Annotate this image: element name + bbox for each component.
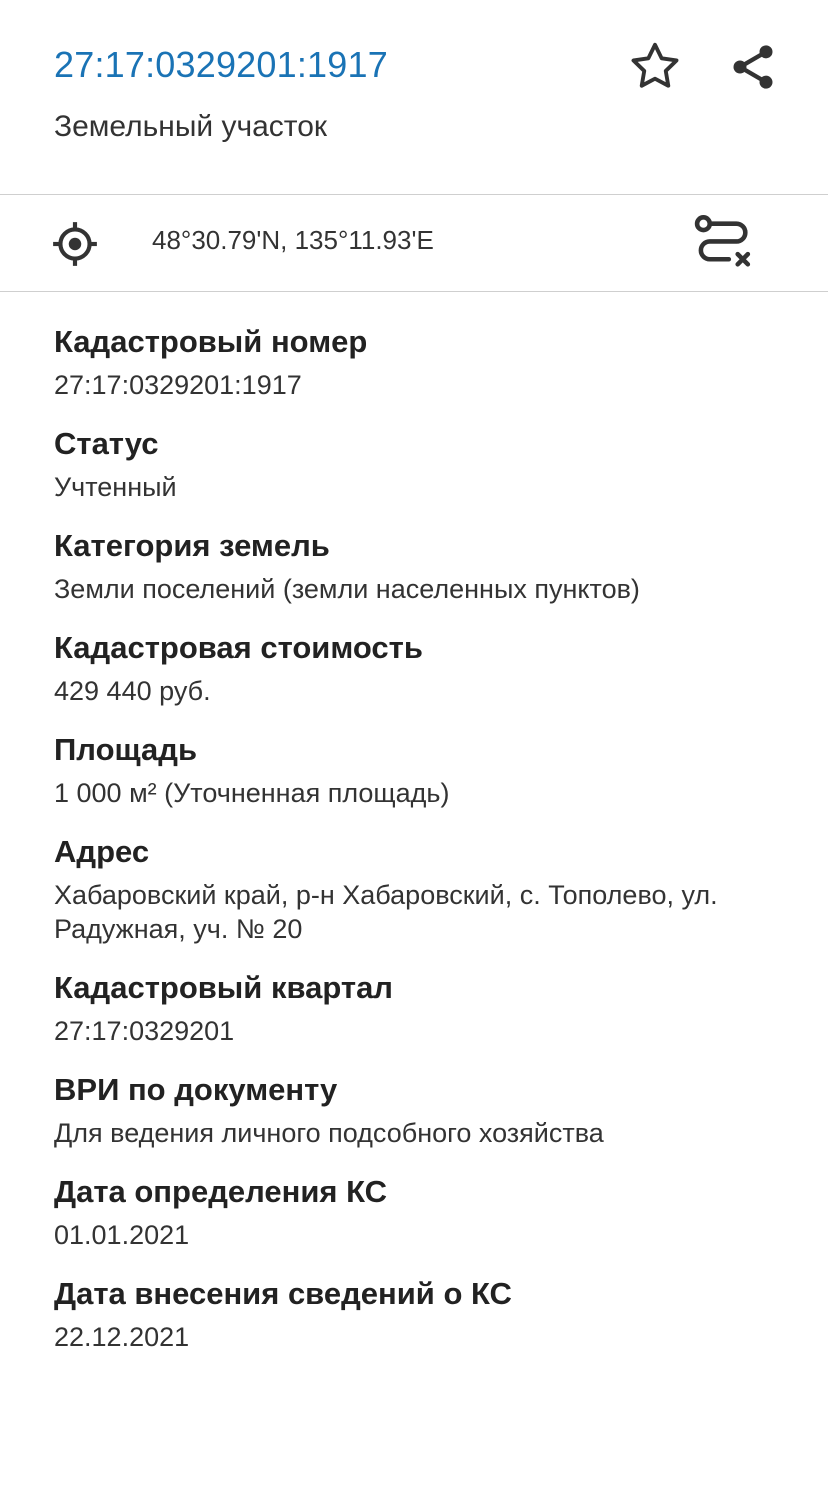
field-label: Кадастровая стоимость — [54, 630, 423, 665]
field-entry-date — [54, 1274, 828, 1354]
route-cancel-icon — [692, 213, 758, 275]
field-label: Статус — [54, 426, 159, 461]
field-value[interactable]: 429 440 руб. — [54, 676, 211, 706]
coordinates-text[interactable]: 48°30.79'N, 135°11.93'E — [152, 225, 434, 255]
page-title[interactable]: 27:17:0329201:1917 — [54, 44, 388, 85]
field-label: ВРИ по документу — [54, 1072, 338, 1107]
object-type: Земельный участок — [54, 110, 328, 143]
field-label: Кадастровый номер — [54, 324, 368, 359]
field-label: Кадастровый квартал — [54, 970, 394, 1005]
field-cadastral-quarter — [54, 968, 828, 1048]
field-value[interactable]: 27:17:0329201 — [54, 1016, 235, 1046]
field-valuation-date — [54, 1172, 828, 1252]
field-cadastral-value — [54, 628, 828, 708]
field-value[interactable]: Хабаровский край, р-н Хабаровский, с. Тополево, ул. Радужная, уч. № 20 — [54, 880, 718, 944]
field-value[interactable]: 22.12.2021 — [54, 1322, 190, 1352]
field-label: Дата определения КС — [54, 1174, 388, 1209]
field-value[interactable]: Земли поселений (земли населенных пунктов) — [54, 574, 640, 604]
field-value[interactable]: Учтенный — [54, 472, 177, 502]
locate-button[interactable] — [50, 219, 100, 269]
field-label: Адрес — [54, 834, 150, 869]
field-value[interactable]: 27:17:0329201:1917 — [54, 370, 302, 400]
field-label: Категория земель — [54, 528, 330, 563]
field-value[interactable]: Для ведения личного подсобного хозяйства — [54, 1118, 604, 1148]
share-icon — [727, 41, 779, 93]
field-label: Площадь — [54, 732, 198, 767]
header — [0, 0, 828, 194]
coordinates-row — [0, 195, 828, 291]
details-list — [0, 292, 828, 1354]
field-address — [54, 832, 828, 946]
field-value[interactable]: 01.01.2021 — [54, 1220, 190, 1250]
field-permitted-use — [54, 1070, 828, 1150]
crosshair-icon — [50, 219, 100, 269]
star-outline-icon — [626, 38, 684, 96]
share-button[interactable] — [722, 36, 784, 98]
favorite-button[interactable] — [624, 36, 686, 98]
field-land-category — [54, 526, 828, 606]
field-area — [54, 730, 828, 810]
field-value[interactable]: 1 000 м² (Уточненная площадь) — [54, 778, 450, 808]
route-button[interactable] — [692, 213, 758, 275]
field-status — [54, 424, 828, 504]
field-label: Дата внесения сведений о КС — [54, 1276, 512, 1311]
field-cadastral-number — [54, 322, 828, 402]
